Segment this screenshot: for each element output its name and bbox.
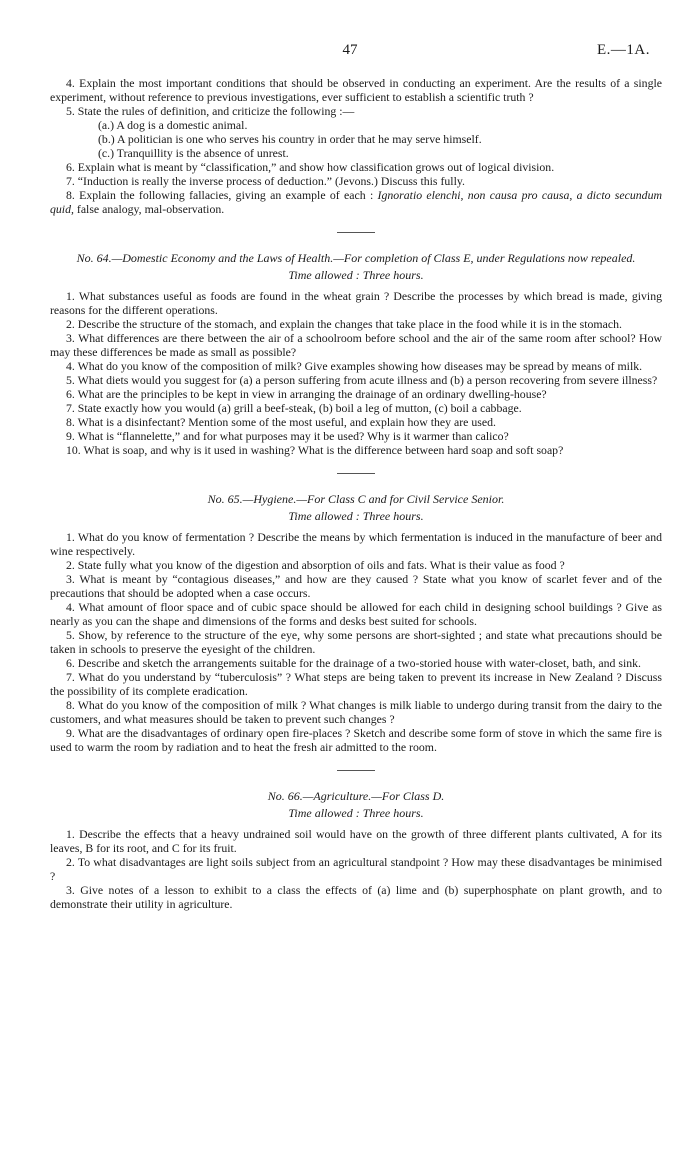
question: 3. Give notes of a lesson to exhibit to a class the effects of (a) lime and (b) superphosphate on plant growth, and to demonstrate their utility in agriculture. <box>50 883 662 911</box>
section-divider <box>337 232 375 233</box>
section-title: No. 64.—Domestic Economy and the Laws of Health.—For completion of Class E, under Regulations now repealed. <box>76 251 636 265</box>
section-divider <box>337 473 375 474</box>
page-body <box>50 76 662 911</box>
time-allowed: Time allowed : Three hours. <box>288 509 424 523</box>
question: 7. State exactly how you would (a) grill a beef-steak, (b) boil a leg of mutton, (c) boil a cabbage. <box>66 401 522 415</box>
time-allowed: Time allowed : Three hours. <box>288 806 424 820</box>
section-divider <box>337 770 375 771</box>
question: 5. Show, by reference to the structure of the eye, why some persons are short-sighted ; and state what precautions should be taken in schools to preserve the eyesight of the children. <box>50 628 662 656</box>
question: 3. What is meant by “contagious diseases,” and how are they caused ? State what you know of scarlet fever and of the precautions that should be adopted when a case occurs. <box>50 572 662 600</box>
page-number: 47 <box>342 42 358 58</box>
logic-questions-continued <box>50 76 662 216</box>
question: 8. What do you know of the composition of milk ? What changes is milk liable to undergo during transit from the dairy to the customers, and what measures should be taken to prevent such changes ? <box>50 698 662 726</box>
question-text: 8. Explain the following fallacies, giving an example of each : <box>66 188 378 202</box>
question: 6. Explain what is meant by “classification,” and show how classification grows out of logical division. <box>66 160 555 174</box>
exam-section-65 <box>50 492 662 754</box>
question: 1. What do you know of fermentation ? Describe the means by which fermentation is induced in the manufacture of beer and wine respectively. <box>50 530 662 558</box>
question: 7. What do you understand by “tuberculosis” ? What steps are being taken to prevent its increase in New Zealand ? Discuss the possibility of its complete eradication. <box>50 670 662 698</box>
question-text: false analogy, mal-observation. <box>73 202 225 216</box>
exam-section-66 <box>50 789 662 911</box>
question: 7. “Induction is really the inverse process of deduction.” (Jevons.) Discuss this fully. <box>66 174 465 188</box>
page-header <box>0 42 700 66</box>
question: 3. What differences are there between the air of a schoolroom before school and the air of the same room after school? How may these differences be made as small as possible? <box>50 331 662 359</box>
question: 2. State fully what you know of the digestion and absorption of oils and fats. What is their value as food ? <box>66 558 565 572</box>
question: 5. State the rules of definition, and criticize the following :— <box>66 104 355 118</box>
question: 4. What amount of floor space and of cubic space should be allowed for each child in designing school buildings ? Give as nearly as you can the shape and dimensions of the forms and desks best suited for schools. <box>50 600 662 628</box>
question: 4. Explain the most important conditions that should be observed in conducting an experiment. Are the results of a single experiment, without reference to previous investigations, ever sufficient to establish a scientific truth ? <box>50 76 662 104</box>
question: 6. Describe and sketch the arrangements suitable for the drainage of a two-storied house with water-closet, bath, and sink. <box>66 656 642 670</box>
series-code: E.—1A. <box>597 42 650 58</box>
question: 2. To what disadvantages are light soils subject from an agricultural standpoint ? How may these disadvantages be minimised ? <box>50 855 662 883</box>
question <box>50 188 662 216</box>
question: 10. What is soap, and why is it used in washing? What is the difference between hard soap and soft soap? <box>66 443 564 457</box>
question: 1. Describe the effects that a heavy undrained soil would have on the growth of three different plants cultivated, A for its leaves, B for its root, and C for its fruit. <box>50 827 662 855</box>
sub-item: (c.) Tranquillity is the absence of unrest. <box>98 146 289 160</box>
time-allowed: Time allowed : Three hours. <box>288 268 424 282</box>
question: 2. Describe the structure of the stomach, and explain the changes that take place in the food while it is in the stomach. <box>66 317 622 331</box>
latin-fallacies: Ignoratio elenchi, non causa pro causa, a dicto secundum quid, <box>50 188 662 216</box>
question: 5. What diets would you suggest for (a) a person suffering from acute illness and (b) a person recovering from severe illness? <box>66 373 658 387</box>
section-title: No. 65.—Hygiene.—For Class C and for Civil Service Senior. <box>207 492 505 506</box>
question: 9. What is “flannelette,” and for what purposes may it be used? Why is it warmer than calico? <box>66 429 509 443</box>
question: 4. What do you know of the composition of milk? Give examples showing how diseases may be spread by means of milk. <box>66 359 643 373</box>
question: 1. What substances useful as foods are found in the wheat grain ? Describe the processes by which bread is made, giving reasons for the different operations. <box>50 289 662 317</box>
section-title: No. 66.—Agriculture.—For Class D. <box>267 789 445 803</box>
question: 6. What are the principles to be kept in view in arranging the drainage of an ordinary dwelling-house? <box>66 387 547 401</box>
question: 9. What are the disadvantages of ordinary open fire-places ? Sketch and describe some form of stove in which the same fire is used to warm the room by radiation and to heat the fresh air admitted to the room. <box>50 726 662 754</box>
exam-section-64 <box>50 251 662 457</box>
sub-item: (a.) A dog is a domestic animal. <box>98 118 248 132</box>
sub-item: (b.) A politician is one who serves his country in order that he may serve himself. <box>98 132 482 146</box>
question: 8. What is a disinfectant? Mention some of the most useful, and explain how they are used. <box>66 415 496 429</box>
